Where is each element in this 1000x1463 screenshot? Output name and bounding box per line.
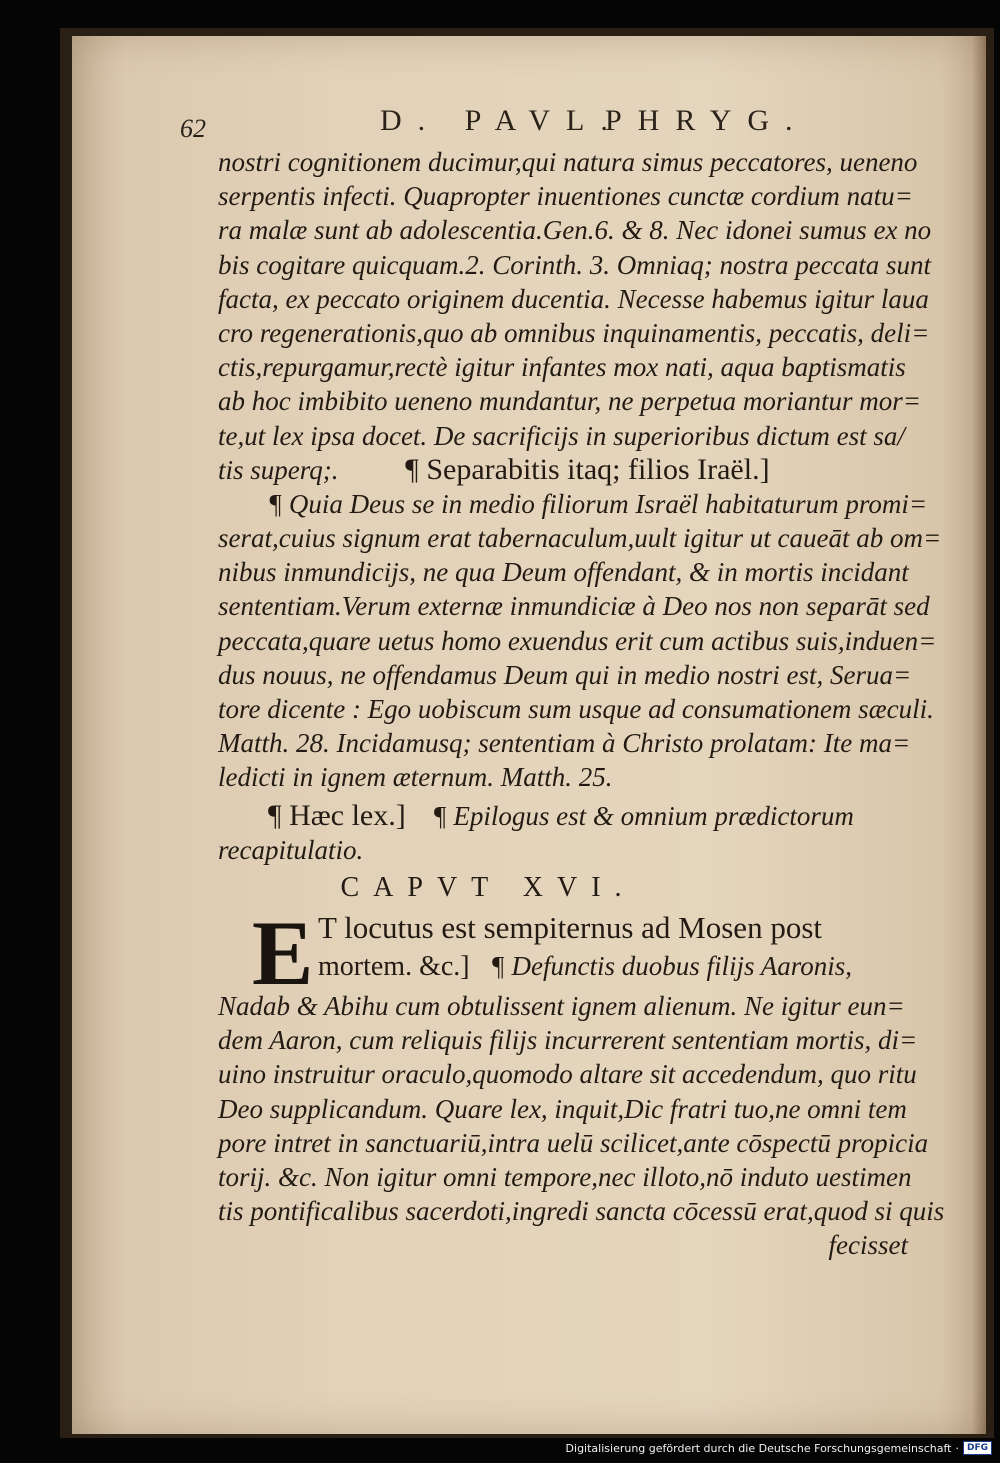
- text-line: Matth. 28. Incidamusq; sententiam à Christo prolatam: Ite ma=: [218, 728, 911, 759]
- text-line: tis pontificalibus sacerdoti,ingredi sancta cōcessū erat,quod si quis: [218, 1196, 945, 1227]
- text-line-satis: [218, 453, 918, 487]
- lemma-mortem: mortem. &c.]: [318, 950, 470, 982]
- catchword: fecisset: [828, 1230, 908, 1261]
- text-line: nostri cognitionem ducimur,qui natura simus peccatores, ueneno: [218, 147, 918, 177]
- text-line: serat,cuius signum erat tabernaculum,uult igitur ut caueāt ab om=: [218, 523, 942, 554]
- dfg-logo: DFG: [963, 1441, 992, 1455]
- drop-cap: E: [252, 901, 314, 1004]
- running-head-left: D. PAVL.: [380, 104, 624, 137]
- epilogus-text: ¶ Epilogus est & omnium prædictorum: [432, 800, 854, 831]
- text-line: recapitulatio.: [218, 834, 364, 865]
- text-line: dem Aaron, cum reliquis filijs incurrerent sententiam mortis, di=: [218, 1025, 918, 1056]
- chapter-first-line: T locutus est sempiternus ad Mosen post: [318, 909, 822, 945]
- text-line: nibus inmundicijs, ne qua Deum offendant, & in mortis incidant: [218, 557, 909, 588]
- chapter-opening: [218, 901, 918, 1004]
- footer-separator: ·: [955, 1441, 959, 1455]
- lemma-separabitis: ¶ Separabitis itaq; filios Iraël.]: [405, 452, 770, 486]
- chapter-second-line: [318, 949, 852, 984]
- text-line: te,ut lex ipsa docet. De sacrificijs in superioribus dictum est sa/: [218, 420, 905, 451]
- text-line: sententiam.Verum externæ inmundiciæ à Deo nos non separāt sed: [218, 591, 930, 622]
- text-line: pore intret in sanctuariū,intra uelū scilicet,ante cōspectū propicia: [218, 1127, 929, 1158]
- text-line: facta, ex peccato originem ducentia. Necesse habemus igitur laua: [218, 283, 929, 314]
- text-line: ledicti in ignem æternum. Matth. 25.: [218, 762, 613, 793]
- text-line: tore dicente : Ego uobiscum sum usque ad consumationem sæculi.: [218, 694, 934, 724]
- running-head-right: PHRYG.: [605, 104, 809, 137]
- text-line: serpentis infecti. Quapropter inuentiones cunctæ cordium natu=: [218, 181, 913, 212]
- footer-text: Digitalisierung gefördert durch die Deutsche Forschungsgemeinschaft: [565, 1441, 952, 1455]
- text-line: ra malæ sunt ab adolescentia.Gen.6. & 8. Nec idonei sumus ex no: [218, 215, 932, 246]
- lemma-haec-lex: ¶ Hæc lex.]: [268, 798, 406, 832]
- text-line: Deo supplicandum. Quare lex, inquit,Dic fratri tuo,ne omni tem: [218, 1093, 907, 1124]
- text-line: ab hoc imbibito ueneno mundantur, ne perpetua moriantur mor=: [218, 386, 921, 417]
- text-line: bis cogitare quicquam.2. Corinth. 3. Omniaq; nostra peccata sunt: [218, 249, 931, 280]
- text-line: ctis,repurgamur,rectè igitur infantes mox nati, aqua baptismatis: [218, 352, 906, 383]
- text-line: uino instruitur oraculo,quomodo altare sit accedendum, quo ritu: [218, 1059, 917, 1090]
- text-line: dus nouus, ne offendamus Deum qui in medio nostri est, Serua=: [218, 659, 912, 690]
- page-edge-shadow: [972, 36, 986, 1434]
- defunctis-text: ¶ Defunctis duobus filijs Aaronis,: [490, 950, 853, 981]
- text-line-haec-lex: [218, 795, 918, 833]
- text-line: Nadab & Abihu cum obtulissent ignem alienum. Ne igitur eun=: [218, 990, 905, 1021]
- text-satis: tis superq;.: [218, 454, 339, 485]
- page-number: 62: [180, 114, 206, 143]
- funding-footer: [566, 1441, 992, 1455]
- text-line: peccata,quare uetus homo exuendus erit cum actibus suis,induen=: [218, 625, 937, 656]
- page-header: [180, 100, 809, 143]
- main-text: [218, 145, 945, 1262]
- text-line: torij. &c. Non igitur omni tempore,nec illoto,nō induto uestimen: [218, 1161, 912, 1192]
- text-line: cro regenerationis,quo ab omnibus inquinamentis, peccatis, deli=: [218, 317, 930, 348]
- chapter-heading: CAPVT XVI.: [340, 871, 636, 903]
- text-line: ¶ Quia Deus se in medio filiorum Israël habitaturum promi=: [268, 488, 928, 519]
